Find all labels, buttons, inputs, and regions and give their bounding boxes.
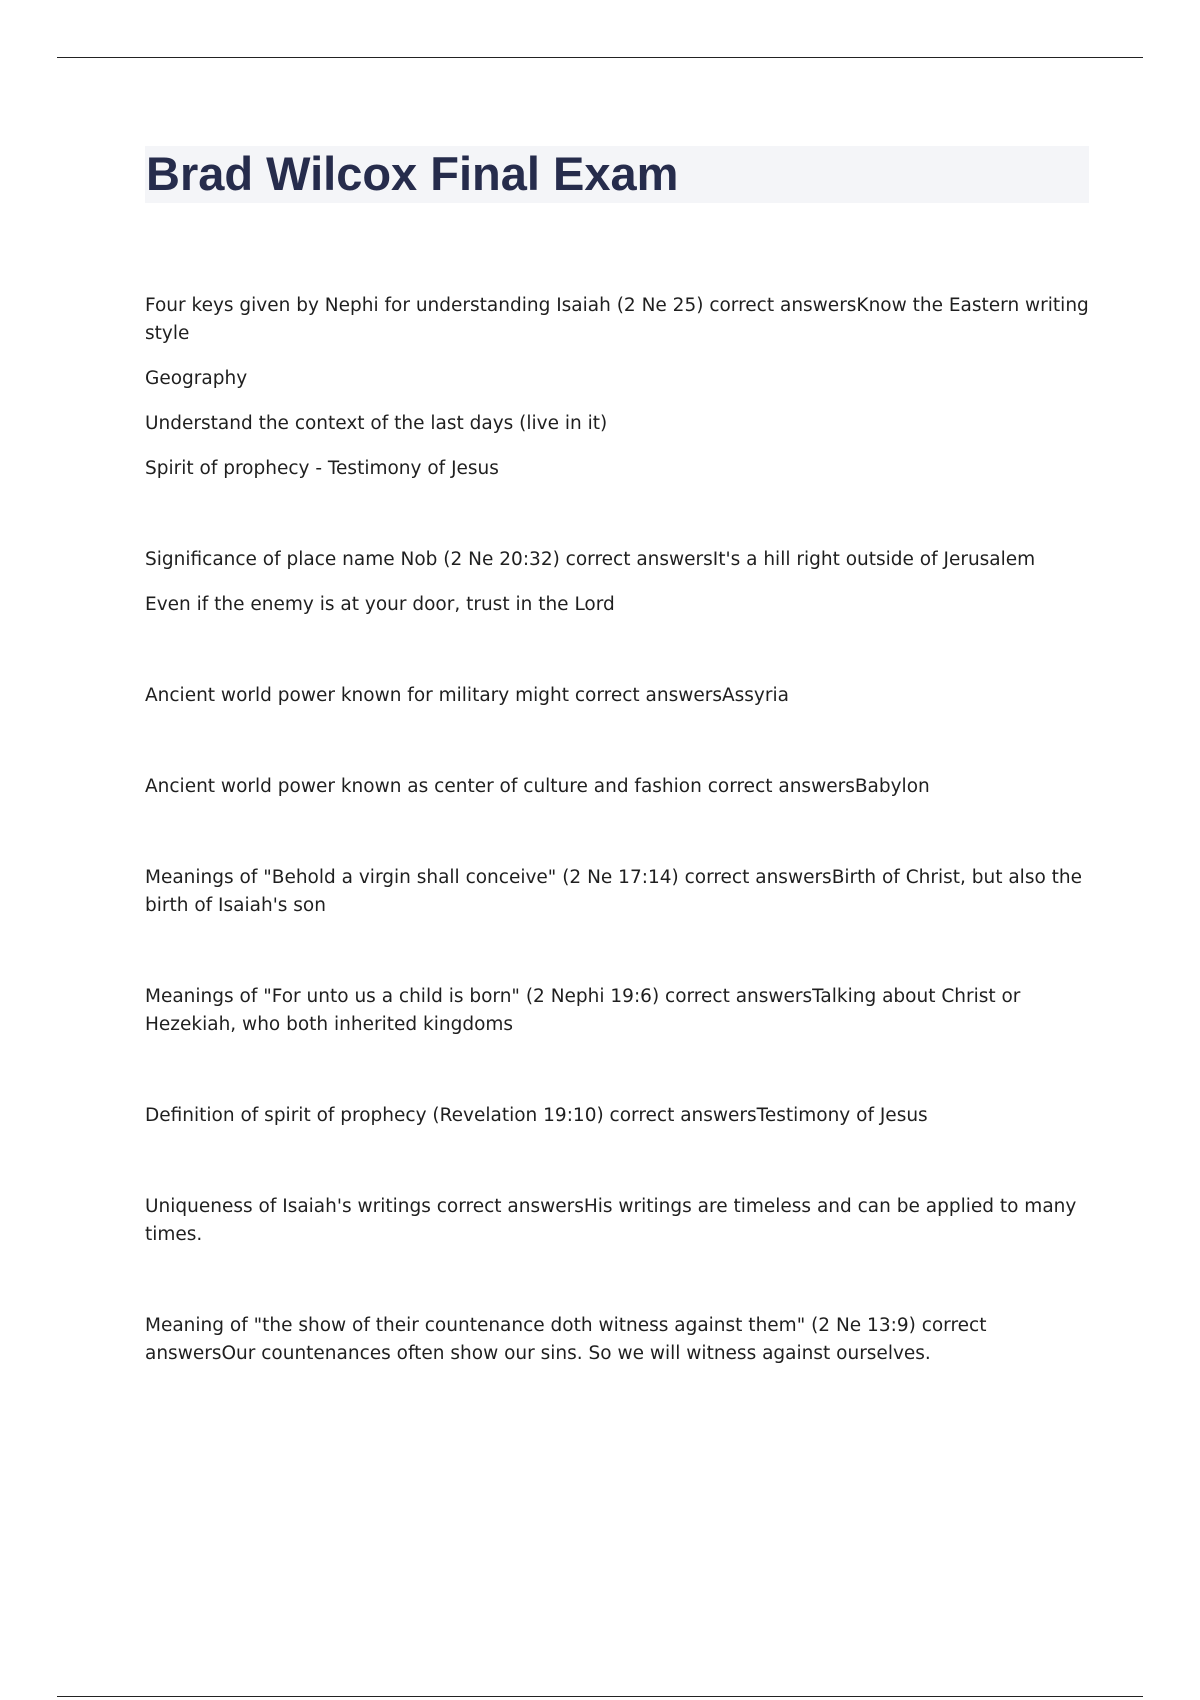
qa-paragraph: Uniqueness of Isaiah's writings correct answersHis writings are timeless and can be applied to many times. bbox=[145, 1196, 1077, 1245]
qa-paragraph: Geography bbox=[145, 368, 248, 389]
qa-paragraph: Four keys given by Nephi for understanding Isaiah (2 Ne 25) correct answersKnow the Eastern writing style bbox=[145, 295, 1089, 344]
bottom-rule bbox=[57, 1696, 1143, 1697]
qa-paragraph: Even if the enemy is at your door, trust in the Lord bbox=[145, 594, 615, 615]
qa-item bbox=[145, 682, 1090, 710]
qa-item bbox=[145, 1102, 1090, 1130]
qa-paragraph: Ancient world power known for military might correct answersAssyria bbox=[145, 685, 789, 706]
qa-item bbox=[145, 292, 1090, 483]
qa-paragraph: Definition of spirit of prophecy (Revelation 19:10) correct answersTestimony of Jesus bbox=[145, 1105, 928, 1126]
qa-paragraph: Ancient world power known as center of culture and fashion correct answersBabylon bbox=[145, 776, 930, 797]
qa-paragraph: Spirit of prophecy - Testimony of Jesus bbox=[145, 458, 499, 479]
qa-paragraph: Meanings of "Behold a virgin shall conceive" (2 Ne 17:14) correct answersBirth of Christ, but also the birth of Isaiah's son bbox=[145, 867, 1083, 916]
qa-item bbox=[145, 1312, 1090, 1368]
qa-paragraph: Meanings of "For unto us a child is born" (2 Nephi 19:6) correct answersTalking about Christ or Hezekiah, who both inherited kingdoms bbox=[145, 986, 1021, 1035]
qa-paragraph: Understand the context of the last days (live in it) bbox=[145, 413, 608, 434]
qa-item bbox=[145, 864, 1090, 920]
qa-item bbox=[145, 1193, 1090, 1249]
qa-item bbox=[145, 773, 1090, 801]
top-rule bbox=[57, 57, 1143, 58]
qa-item bbox=[145, 983, 1090, 1039]
qa-paragraph: Significance of place name Nob (2 Ne 20:32) correct answersIt's a hill right outside of Jerusalem bbox=[145, 549, 1036, 570]
qa-paragraph: Meaning of "the show of their countenance doth witness against them" (2 Ne 13:9) correct answersOur countenances often show our sins. So we will witness against ourselves. bbox=[145, 1315, 987, 1364]
document-body bbox=[145, 292, 1090, 1368]
qa-item bbox=[145, 546, 1090, 619]
page-title: Brad Wilcox Final Exam bbox=[146, 147, 679, 200]
